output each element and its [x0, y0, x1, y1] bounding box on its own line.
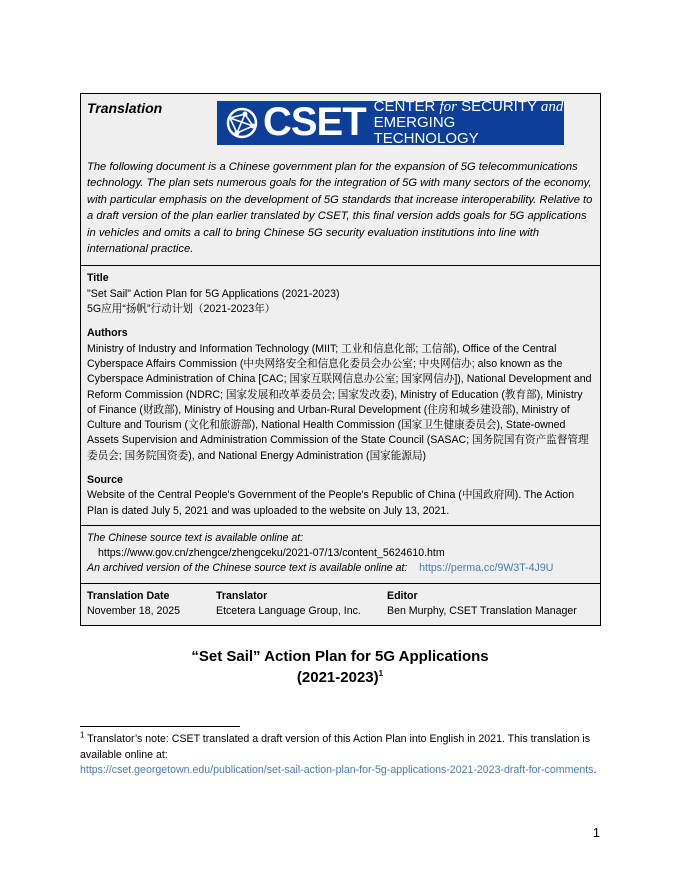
- authors-text: Ministry of Industry and Information Technology (MIIT; 工业和信息化部; 工信部), Office of the Central Cyberspace Affairs Commission (中央网络安全和信息化委员会办公室; 中央网信办; also known as the Cyberspace Administration of China [CAC; 国家互联网信息办公室; 国家网信办]), National Development and Reform Commission (NDRC; 国家发展和改革委员会; 国家发改委), Ministry of Education (教育部), Ministry of Finance (财政部), Ministry of Housing and Urban-Rural Development (住房和城乡建设部), Ministry of Culture and Tourism (文化和旅游部), National Health Commission (国家卫生健康委员会), State-owned Assets Supervision and Administration Commission of the State Council (SASAC; 国务院国有资产监督管理委员会; 国务院国资委), and National Energy Administration (国家能源局): [87, 342, 592, 462]
- translation-label: Translation: [87, 100, 163, 116]
- source-url: https://www.gov.cn/zhengce/zhengceku/2021-07/13/content_5624610.htm: [98, 547, 445, 560]
- cover-info-box: [80, 93, 601, 626]
- footnote: $^1$ Translator’s note: CSET translated a draft version of this Action Plan into English in 2021. This translation is available online at: https://cset.georgetown.edu/publication/set-sail-action-plan-for-5g-applications-2021-2023-draft-for-comments.: [80, 730, 597, 777]
- archive-intro: An archived version of the Chinese source text is available online at:: [87, 562, 408, 575]
- cset-logo: [217, 98, 564, 147]
- editor: Ben Murphy, CSET Translation Manager: [387, 605, 577, 618]
- translation-date-label: Translation Date: [87, 589, 170, 602]
- translator-label: Translator: [216, 589, 268, 602]
- source-intro: The Chinese source text is available online at:: [87, 531, 304, 544]
- globe-network-icon: [225, 106, 259, 140]
- editor-label: Editor: [387, 589, 418, 602]
- document-title: “Set Sail” Action Plan for 5G Applications (2021-2023)$^1$: [191, 648, 489, 687]
- translation-date: November 18, 2025: [87, 605, 181, 618]
- page-number: 1: [592, 825, 600, 840]
- source-label: Source: [87, 474, 123, 486]
- credits-section: [81, 584, 600, 626]
- footnote-divider: [80, 726, 240, 727]
- logo-wordmark: CENTER for SECURITY and EMERGING TECHNOLOGY: [373, 98, 564, 147]
- translator: Etcetera Language Group, Inc.: [216, 605, 361, 618]
- authors-label: Authors: [87, 327, 128, 340]
- links-section: [81, 526, 600, 584]
- intro-paragraph: The following document is a Chinese government plan for the expansion of 5G telecommunications technology. The plan sets numerous goals for the integration of 5G with many sectors of the economy, with particular emphasis on the development of 5G standards that increase interoperability. Relative to a draft version of the plan earlier translated by CSET, this final version adds goals for 5G applications in vehicles and omits a call to bring Chinese 5G security evaluation institutions into line with international practice.: [87, 161, 593, 256]
- footnote-ref[interactable]: 1: [378, 669, 384, 679]
- archive-link[interactable]: https://perma.cc/9W3T-4J9U: [419, 562, 554, 575]
- title-chinese: 5G应用“扬帆”行动计划（2021-2023年）: [87, 303, 276, 316]
- title-english: "Set Sail" Action Plan for 5G Applications (2021-2023): [87, 287, 340, 300]
- title-label: Title: [87, 272, 109, 285]
- source-text: Website of the Central People's Government of the People's Republic of China (中国政府网). The Action Plan is dated July 5, 2021 and was uploaded to the website on July 13, 2021.: [87, 489, 575, 517]
- metadata-section: [81, 266, 600, 525]
- footnote-link[interactable]: https://cset.georgetown.edu/publication/set-sail-action-plan-for-5g-applications-2021-2023-draft-for-comments: [80, 764, 594, 777]
- logo-mark: CSET: [262, 100, 366, 145]
- header-section: [81, 94, 600, 266]
